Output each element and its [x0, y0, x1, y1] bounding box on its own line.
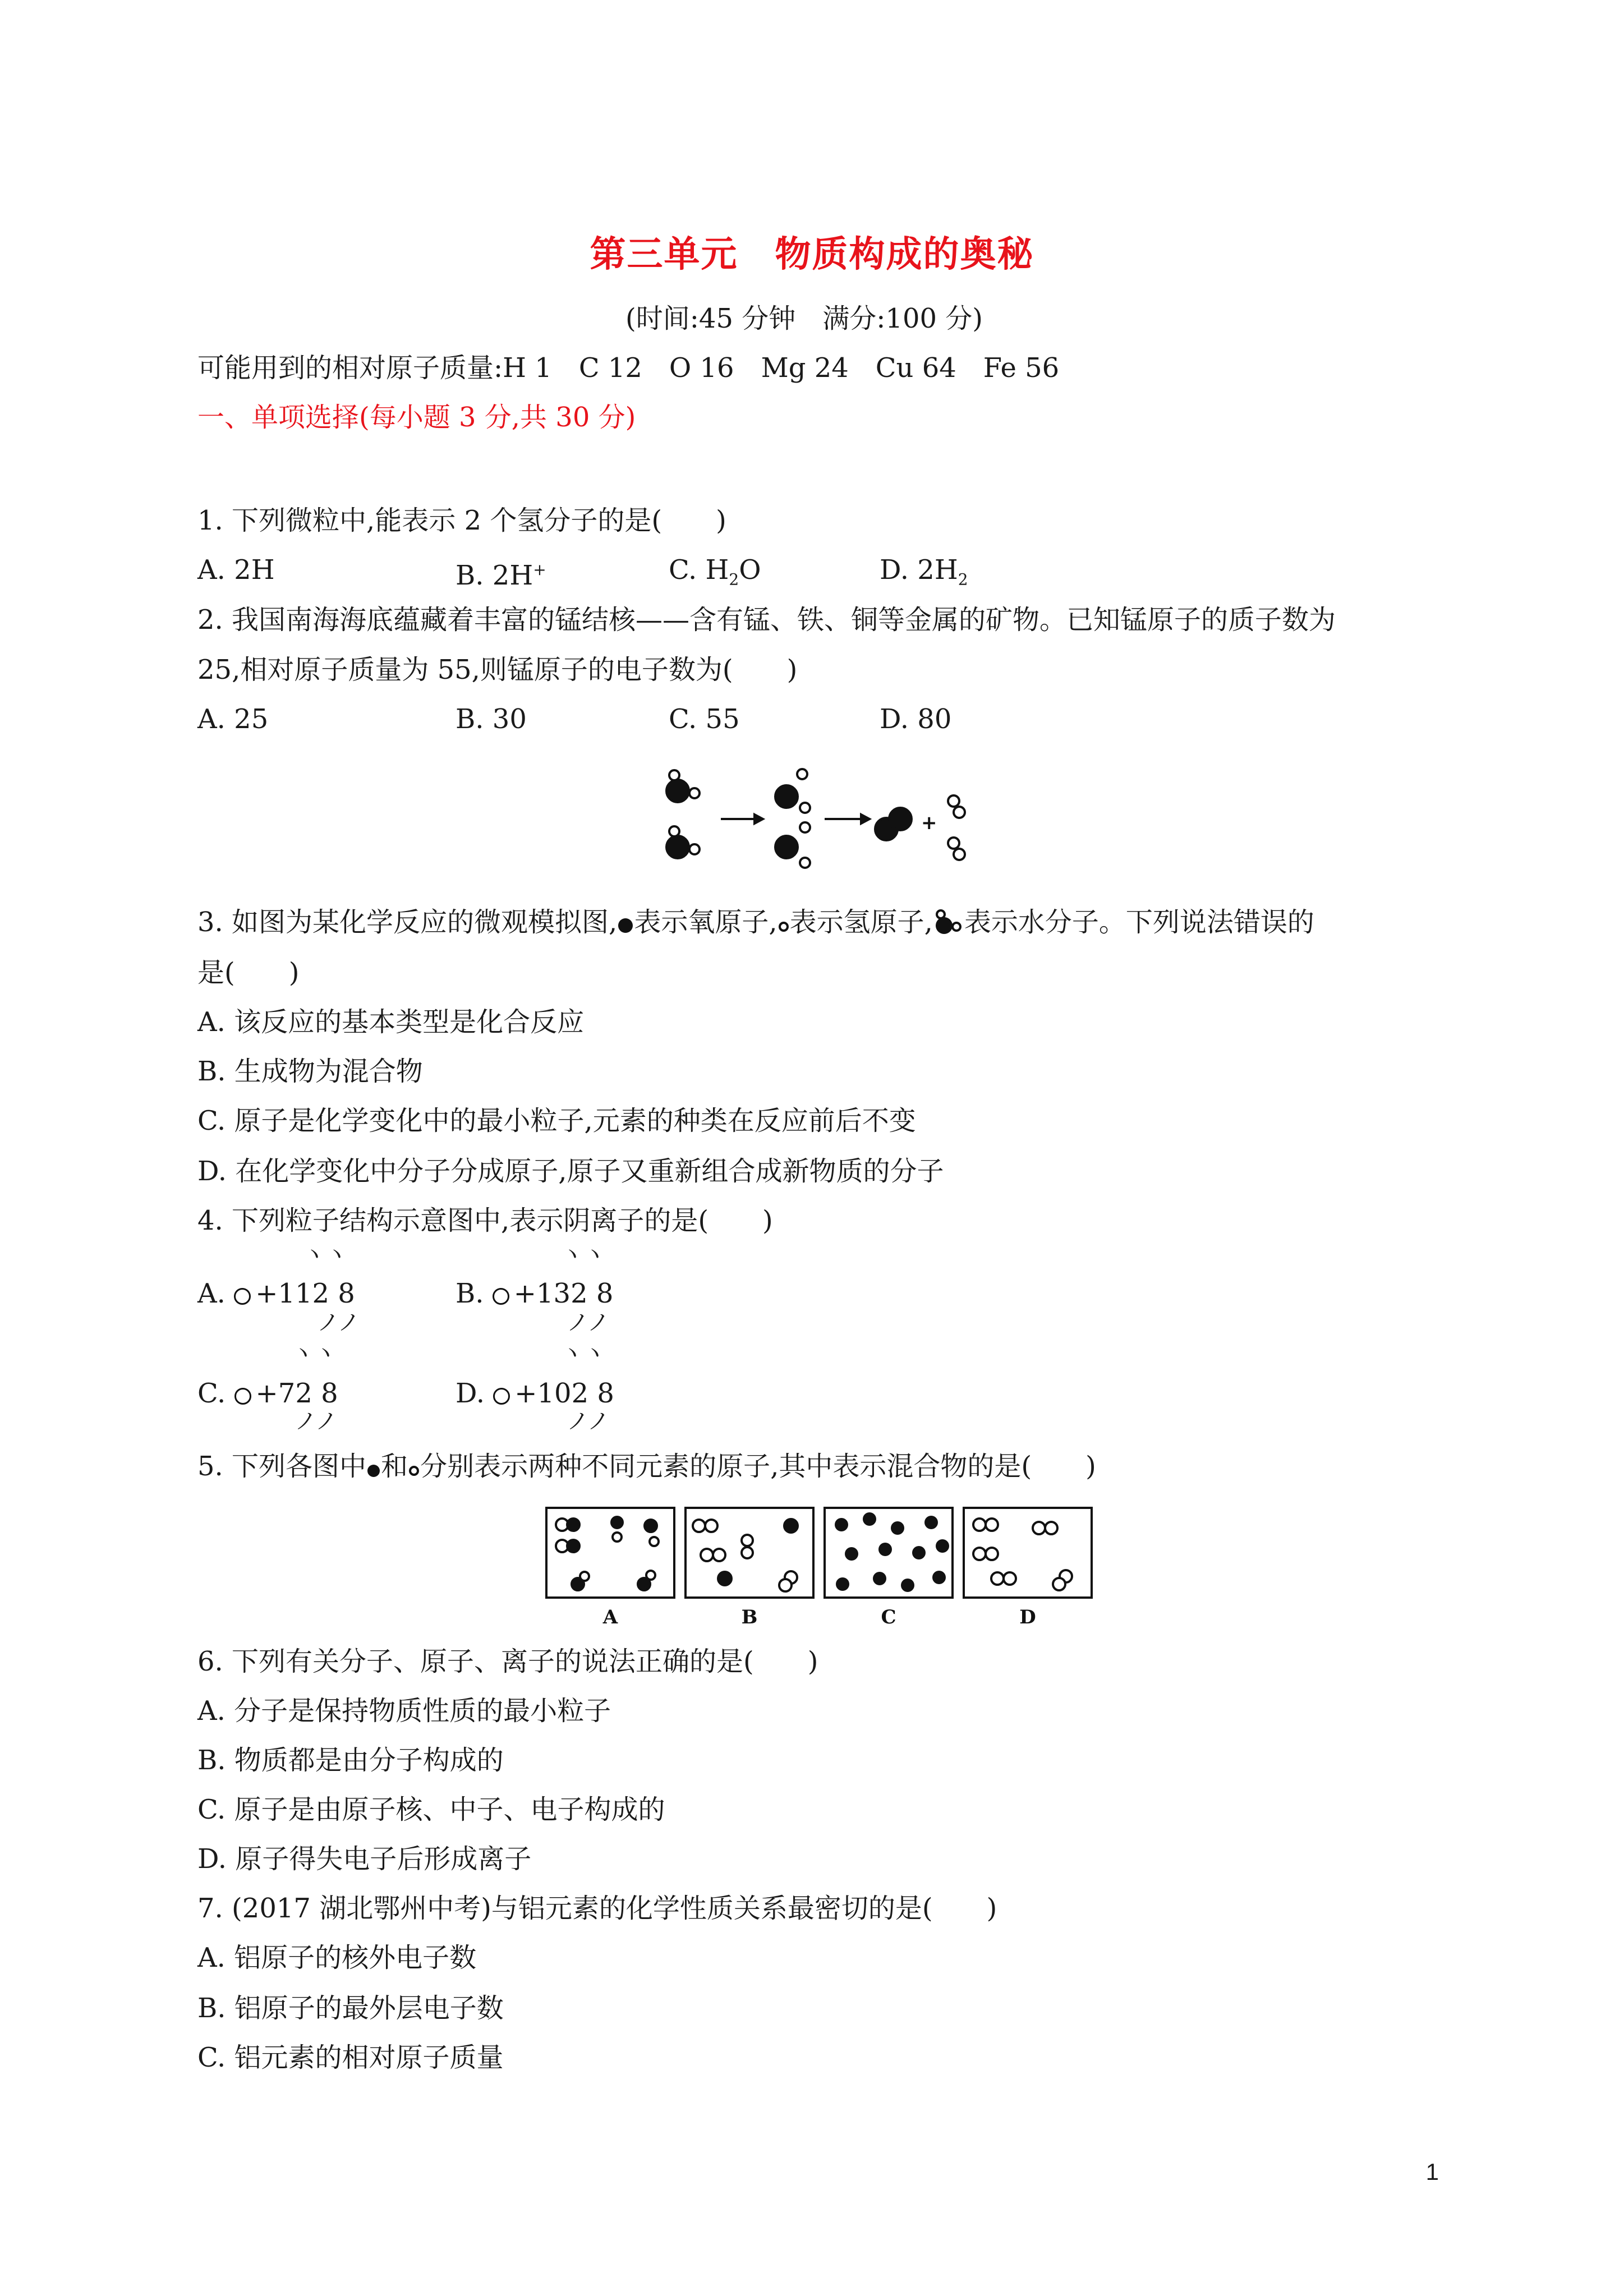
q2-stem-line1: 2. 我国南海海底蕴藏着丰富的锰结核——含有锰、铁、铜等金属的矿物。已知锰原子的质子数为: [197, 604, 1336, 636]
box-label-b: B: [741, 1606, 758, 1628]
q6-option-d: D. 原子得失电子后形成离子: [197, 1843, 532, 1875]
mixture-diagram: [544, 1506, 1094, 1629]
q4-option-b: B. +132 8: [456, 1278, 614, 1309]
q3-option-d: D. 在化学变化中分子分成原子,原子又重新组合成新物质的分子: [197, 1156, 944, 1187]
box-label-d: D: [1019, 1606, 1036, 1628]
white-atom-icon: [409, 1466, 419, 1476]
shell-arcs-bottom-c: ノノ: [295, 1409, 338, 1434]
q4-option-a: A. +112 8: [197, 1278, 355, 1309]
q3-option-c: C. 原子是化学变化中的最小粒子,元素的种类在反应前后不变: [197, 1105, 916, 1137]
q4-option-d: D. +102 8: [456, 1378, 614, 1409]
nucleus-circle-icon: [493, 1388, 510, 1405]
q6-option-c: C. 原子是由原子核、中子、电子构成的: [197, 1794, 665, 1825]
q4-option-c: C. +72 8: [197, 1378, 338, 1409]
black-atom-icon: [367, 1465, 380, 1477]
q3-stem-line2: 是( ): [197, 957, 300, 988]
nucleus-circle-icon: [234, 1288, 251, 1305]
q6-option-b: B. 物质都是由分子构成的: [197, 1745, 504, 1776]
q7-stem: 7. (2017 湖北鄂州中考)与铝元素的化学性质关系最密切的是( ): [197, 1893, 997, 1924]
box-label-c: C: [881, 1606, 896, 1628]
shell-arcs-top-d: ヽヽ: [561, 1340, 606, 1366]
page-title: 第三单元 物质构成的奥秘: [590, 233, 1034, 275]
q4-stem: 4. 下列粒子结构示意图中,表示阴离子的是( ): [197, 1205, 773, 1236]
nucleus-circle-icon: [234, 1388, 251, 1405]
q2-stem-line2: 25,相对原子质量为 55,则锰原子的电子数为( ): [197, 654, 798, 685]
plus-sign: +: [921, 812, 937, 834]
q3-option-a: A. 该反应的基本类型是化合反应: [197, 1006, 585, 1038]
q1-option-c: C. $H_2O$: [669, 554, 761, 589]
q1-option-d: D. $2H_2$: [880, 554, 968, 589]
shell-arcs-bottom-d: ノノ: [567, 1409, 610, 1434]
q6-stem: 6. 下列有关分子、原子、离子的说法正确的是( ): [197, 1646, 818, 1677]
q7-option-a: A. 铝原子的核外电子数: [197, 1942, 477, 1973]
q3-stem-line1: 3. 如图为某化学反应的微观模拟图, 表示氧原子, 表示氢原子, 表示水分子。下列说法错误的: [197, 907, 1314, 938]
oxygen-atom-icon: [618, 918, 633, 933]
q2-option-a: A. 25: [197, 703, 269, 735]
atomic-masses: 可能用到的相对原子质量:H 1 C 12 O 16 Mg 24 Cu 64 Fe 56: [197, 352, 1060, 384]
q7-option-b: B. 铝原子的最外层电子数: [197, 1993, 504, 2024]
shell-arcs-bottom-a: ノノ: [317, 1310, 360, 1336]
water-molecule-icon: [933, 909, 964, 937]
q2-option-b: B. 30: [456, 703, 527, 735]
q5-stem: 5. 下列各图中 和 分别表示两种不同元素的原子,其中表示混合物的是( ): [197, 1451, 1096, 1482]
reaction-diagram: [662, 763, 987, 875]
shell-arcs-bottom-b: ノノ: [567, 1310, 610, 1336]
exam-info: (时间:45 分钟 满分:100 分): [625, 303, 983, 334]
shell-arcs-top-b: ヽヽ: [561, 1241, 606, 1267]
q7-option-c: C. 铝元素的相对原子质量: [197, 2042, 504, 2073]
hydrogen-atom-icon: [779, 922, 789, 932]
q2-option-c: C. 55: [669, 703, 740, 735]
q6-option-a: A. 分子是保持物质性质的最小粒子: [197, 1695, 611, 1727]
shell-arcs-top-c: ヽヽ: [292, 1340, 337, 1366]
shell-arcs-top-a: ヽヽ: [303, 1241, 348, 1267]
q1-option-a: A. 2H: [197, 554, 275, 586]
box-label-a: A: [602, 1606, 618, 1628]
section-heading: 一、单项选择(每小题 3 分,共 30 分): [197, 402, 636, 433]
q2-option-d: D. 80: [880, 703, 952, 735]
nucleus-circle-icon: [493, 1288, 509, 1305]
q1-option-b: B. 2H+: [456, 560, 546, 591]
q1-stem: 1. 下列微粒中,能表示 2 个氢分子的是( ): [197, 505, 726, 536]
page-number: 1: [1425, 2159, 1439, 2185]
q3-option-b: B. 生成物为混合物: [197, 1056, 423, 1087]
